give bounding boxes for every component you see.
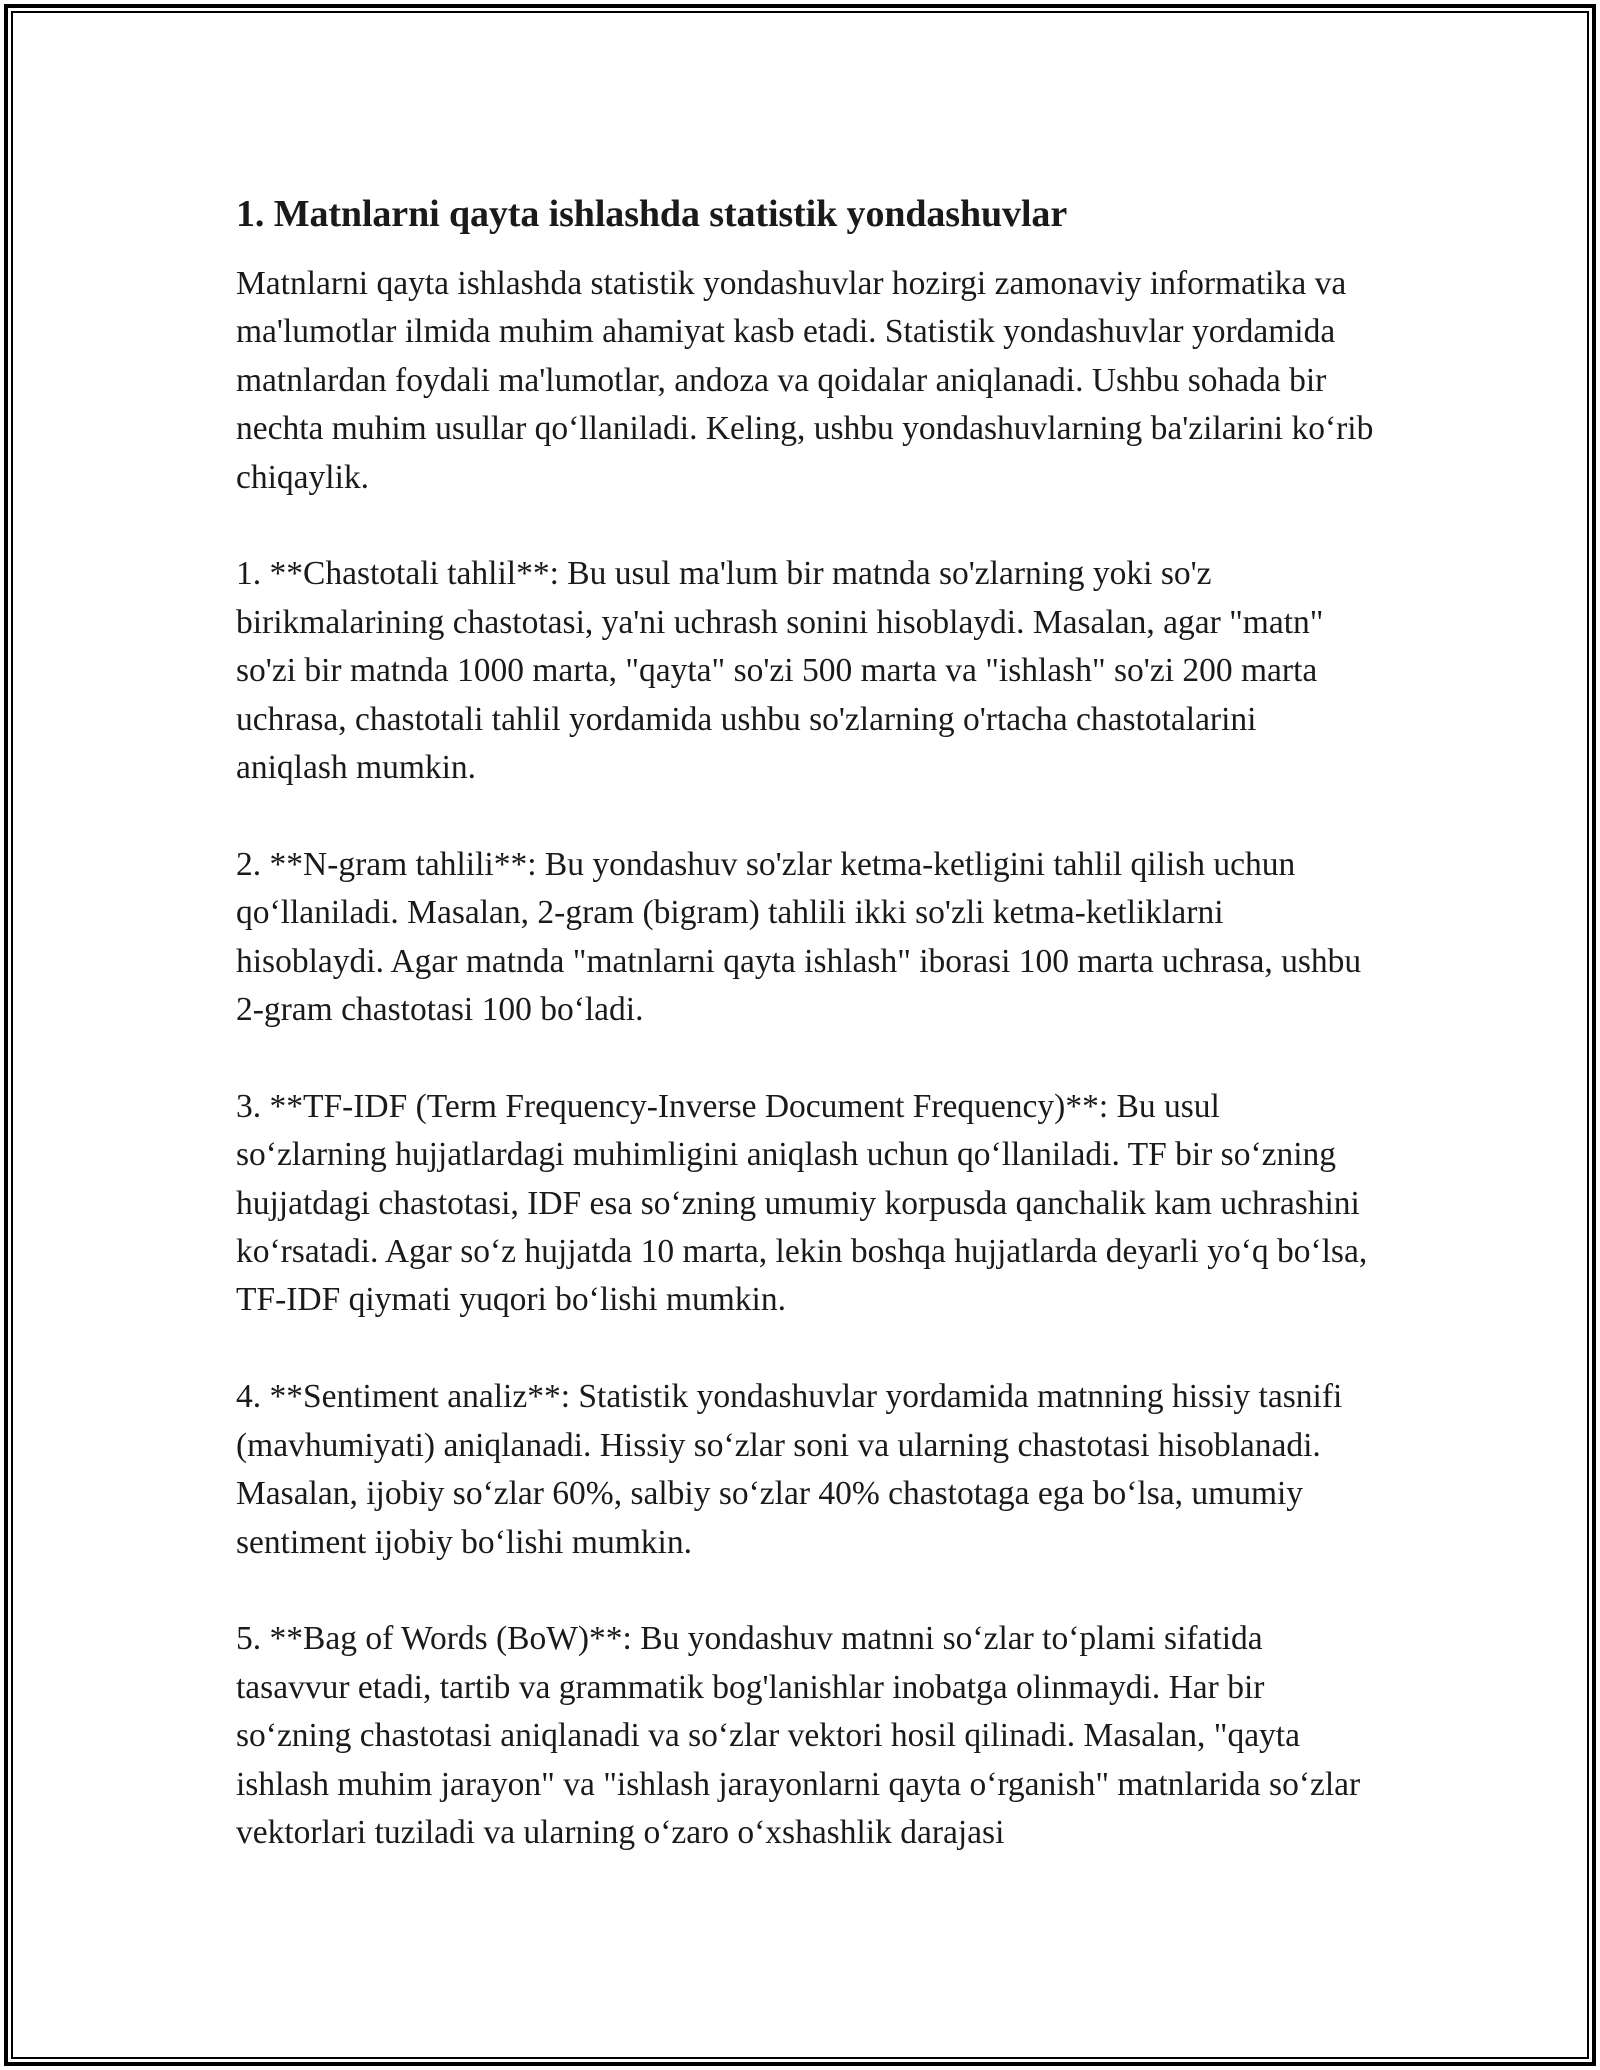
list-item-sentiment-analiz: 4. **Sentiment analiz**: Statistik yondashuvlar yordamida matnning hissiy tasnifi (mavhumiyati) aniqlanadi. Hissiy so‘zlar soni va ularning chastotasi hisoblanadi. Masalan, ijobiy so‘zlar 60%, salbiy so‘zlar 40% chastotaga ega bo‘lsa, umumiy sentiment ijobiy bo‘lishi mumkin. — [236, 1378, 1343, 1561]
list-item-bag-of-words: 5. **Bag of Words (BoW)**: Bu yondashuv matnni so‘zlar to‘plami sifatida tasavvur etadi, tartib va grammatik bog'lanishlar inobatga olinmaydi. Har bir so‘zning chastotasi aniqlanadi va so‘zlar vektori hosil qilinadi. Masalan, "qayta ishlash muhim jarayon" va "ishlash jarayonlarni qayta o‘rganish" matnlarida so‘zlar vektorlari tuziladi va ularning o‘zaro o‘xshashlik darajasi — [236, 1620, 1361, 1851]
section-title: 1. Matnlarni qayta ishlashda statistik yondashuvlar — [236, 193, 1068, 235]
list-item-chastotali-tahlil: 1. **Chastotali tahlil**: Bu usul ma'lum bir matnda so'zlarning yoki so'z birikmalarining chastotasi, ya'ni uchrash sonini hisoblaydi. Masalan, agar "matn" so'zi bir matnda 1000 marta, "qayta" so'zi 500 marta va "ishlash" so'zi 200 marta uchrasa, chastotali tahlil yordamida ushbu so'zlarning o'rtacha chastotalarini aniqlash mumkin. — [236, 555, 1324, 787]
intro-paragraph: Matnlarni qayta ishlashda statistik yondashuvlar hozirgi zamonaviy informatika va ma'lumotlar ilmida muhim ahamiyat kasb etadi. Statistik yondashuvlar yordamida matnlardan foydali ma'lumotlar, andoza va qoidalar aniqlanadi. Ushbu sohada bir nechta muhim usullar qo‘llaniladi. Keling, ushbu yondashuvlarning ba'zilarini ko‘rib chiqaylik. — [236, 265, 1374, 496]
list-item-tf-idf: 3. **TF-IDF (Term Frequency-Inverse Document Frequency)**: Bu usul so‘zlarning hujjatlardagi muhimligini aniqlash uchun qo‘llaniladi. TF bir so‘zning hujjatdagi chastotasi, IDF esa so‘zning umumiy korpusda qanchalik kam uchrashini ko‘rsatadi. Agar so‘z hujjatda 10 marta, lekin boshqa hujjatlarda deyarli yo‘q bo‘lsa, TF-IDF qiymati yuqori bo‘lishi mumkin. — [236, 1087, 1368, 1319]
document-body — [236, 188, 1376, 1857]
list-item-n-gram-tahlili: 2. **N-gram tahlili**: Bu yondashuv so'zlar ketma-ketligini tahlil qilish uchun qo‘llaniladi. Masalan, 2-gram (bigram) tahlili ikki so'zli ketma-ketliklarni hisoblaydi. Agar matnda "matnlarni qayta ishlash" iborasi 100 marta uchrasa, ushbu 2-gram chastotasi 100 bo‘ladi. — [236, 845, 1362, 1029]
